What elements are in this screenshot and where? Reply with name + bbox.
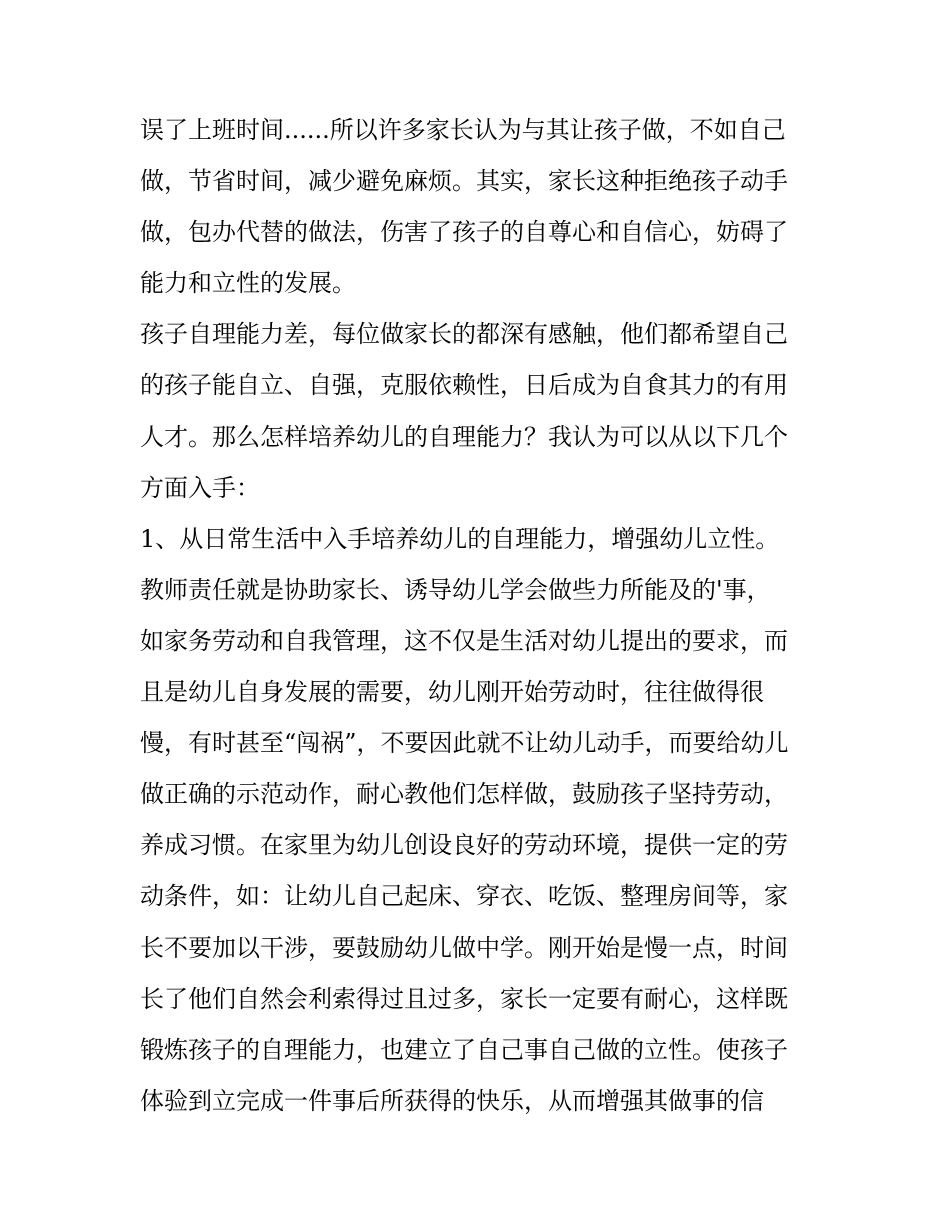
text-line: 做，包办代替的做法，伤害了孩子的自尊心和自信心，妨碍了 <box>140 218 788 247</box>
text-line: 做正确的示范动作，耐心教他们怎样做，鼓励孩子坚持劳动， <box>140 780 788 809</box>
text-line: 做，节省时间，减少避免麻烦。其实，家长这种拒绝孩子动手 <box>140 167 788 196</box>
text-line: 且是幼儿自身发展的需要，幼儿刚开始劳动时，往往做得很 <box>140 678 764 707</box>
text-line: 锻炼孩子的自理能力，也建立了自己事自己做的立性。使孩子 <box>140 1035 788 1064</box>
text-line: 动条件，如：让幼儿自己起床、穿衣、吃饭、整理房间等，家 <box>140 882 788 911</box>
text-line: 慢，有时甚至“闯祸”，不要因此就不让幼儿动手，而要给幼儿 <box>140 729 789 758</box>
document-page <box>140 105 815 1127</box>
text-line: 教师责任就是协助家长、诱导幼儿学会做些力所能及的'事， <box>140 575 771 604</box>
text-line: 能力和立性的发展。 <box>140 269 356 298</box>
text-line: 方面入手： <box>140 473 260 502</box>
text-line: 1、从日常生活中入手培养幼儿的自理能力，增强幼儿立性。 <box>140 524 780 553</box>
text-line: 孩子自理能力差，每位做家长的都深有感触，他们都希望自己 <box>140 320 788 349</box>
text-line: 体验到立完成一件事后所获得的快乐，从而增强其做事的信 <box>140 1086 764 1115</box>
text-line: 人才。那么怎样培养幼儿的自理能力？我认为可以从以下几个 <box>140 422 788 451</box>
text-line: 长了他们自然会利索得过且过多，家长一定要有耐心，这样既 <box>140 984 788 1013</box>
text-line: 养成习惯。在家里为幼儿创设良好的劳动环境，提供一定的劳 <box>140 831 788 860</box>
text-line: 如家务劳动和自我管理，这不仅是生活对幼儿提出的要求，而 <box>140 626 788 655</box>
text-line: 的孩子能自立、自强，克服依赖性，日后成为自食其力的有用 <box>140 371 788 400</box>
text-line: 误了上班时间......所以许多家长认为与其让孩子做，不如自己 <box>140 116 786 144</box>
text-line: 长不要加以干涉，要鼓励幼儿做中学。刚开始是慢一点，时间 <box>140 933 788 962</box>
